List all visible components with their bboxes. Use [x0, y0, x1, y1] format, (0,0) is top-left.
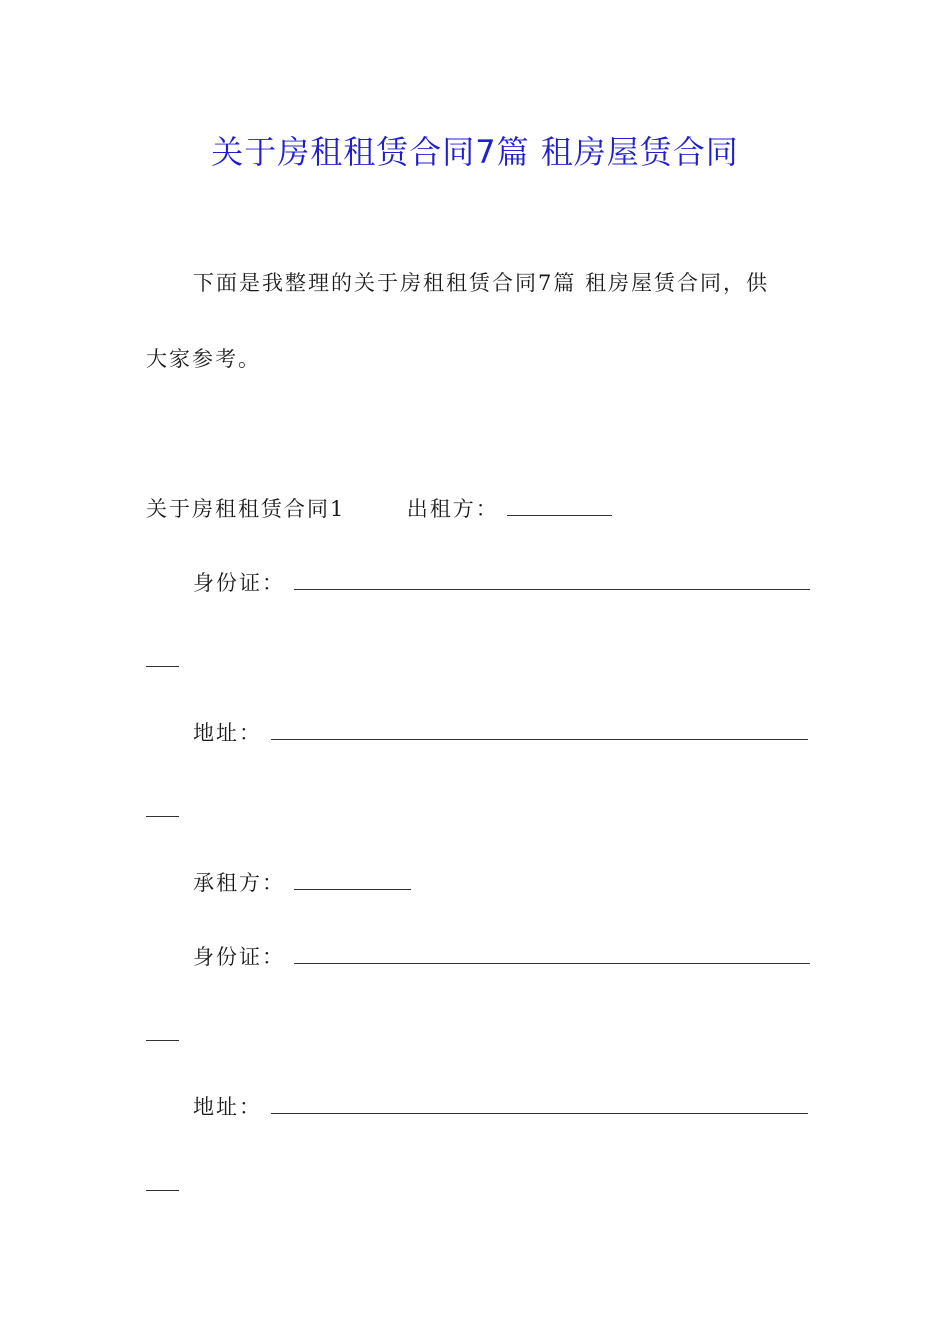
lessee-row [193, 868, 411, 898]
lessor-id-blank-continuation [146, 666, 179, 667]
lessee-label: 承租方： [193, 871, 285, 895]
lessee-id-row [193, 942, 810, 972]
lessor-id-row [193, 568, 810, 598]
intro-paragraph-line-1: 下面是我整理的关于房租租赁合同7篇 租房屋赁合同，供 [193, 271, 770, 295]
lessee-address-label: 地址： [193, 1095, 262, 1119]
lessor-label: 出租方： [406, 497, 499, 521]
section-heading: 关于房租租赁合同1 [146, 497, 346, 521]
lessee-id-blank-continuation [146, 1040, 179, 1041]
lessor-address-label: 地址： [193, 721, 262, 745]
lessor-id-blank [294, 569, 810, 590]
contract-1-heading-row [146, 494, 612, 524]
lessor-id-label: 身份证： [193, 571, 285, 595]
lessee-address-blank [271, 1093, 808, 1114]
lessor-address-row [193, 718, 808, 748]
lessee-address-row [193, 1092, 808, 1122]
lessor-address-blank [271, 719, 808, 740]
lessor-address-blank-continuation [146, 816, 179, 817]
lessor-name-blank [507, 495, 612, 516]
document-title: 关于房租租赁合同7篇 租房屋赁合同 [211, 133, 739, 171]
lessee-name-blank [294, 869, 411, 890]
intro-paragraph-line-2: 大家参考。 [146, 347, 261, 371]
lessee-id-label: 身份证： [193, 945, 285, 969]
lessee-address-blank-continuation [146, 1190, 179, 1191]
lessee-id-blank [294, 943, 810, 964]
